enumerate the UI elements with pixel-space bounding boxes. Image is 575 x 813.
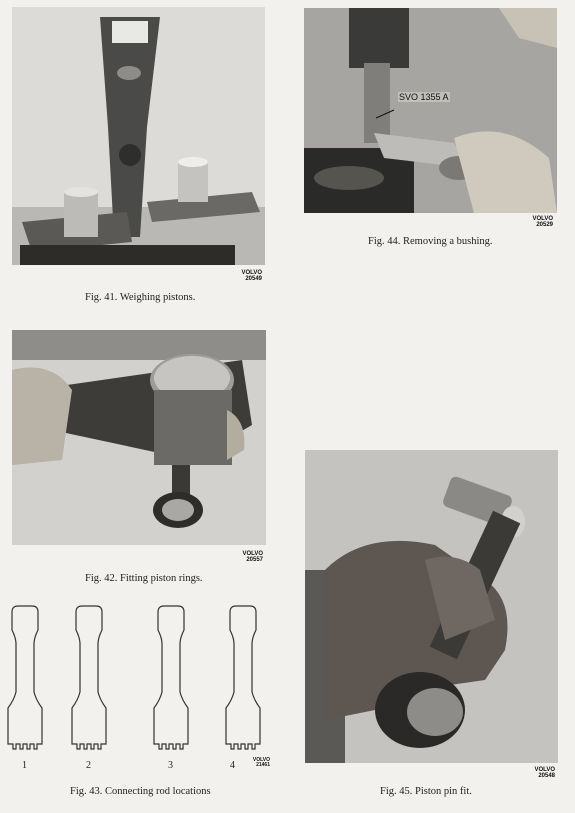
fig42-code-brand: VOLVO [242,551,263,557]
fig41-code-number: 20549 [245,276,262,282]
fig41-caption: Fig. 41. Weighing pistons. [85,292,196,303]
rod-number-3: 3 [168,760,173,771]
fig44-tool-label: SVO 1355 A [399,92,449,102]
fig41-photo [12,7,265,265]
rod-number-1: 1 [22,760,27,771]
rod-number-4: 4 [230,760,235,771]
fig43-caption: Fig. 43. Connecting rod locations [70,786,211,797]
fig42-code-number: 20557 [246,557,263,563]
fig45-code-brand: VOLVO [534,767,555,773]
fig43-rod-diagram [0,600,270,760]
fig44-code-number: 20529 [536,222,553,228]
fig41-code [228,270,262,282]
fig42-caption: Fig. 42. Fitting piston rings. [85,573,203,584]
rod-outline-2 [72,606,106,749]
fig42-photo [12,330,266,545]
rod-number-2: 2 [86,760,91,771]
rod-outline-4 [226,606,260,749]
fig45-photo [305,450,558,763]
rod-outline-1 [8,606,42,749]
rod-outline-3 [154,606,188,749]
fig44-code [521,216,553,228]
fig43-code [246,758,270,768]
fig45-code [521,767,555,779]
fig44-photo [304,8,557,213]
fig45-caption: Fig. 45. Piston pin fit. [380,786,472,797]
fig44-code-brand: VOLVO [532,216,553,222]
fig43-code-brand: VOLVO [252,757,270,763]
fig43-code-number: 21461 [256,762,270,768]
fig45-code-number: 20548 [538,773,555,779]
fig42-code [229,551,263,563]
fig41-code-brand: VOLVO [241,270,262,276]
fig44-caption: Fig. 44. Removing a bushing. [368,236,493,247]
